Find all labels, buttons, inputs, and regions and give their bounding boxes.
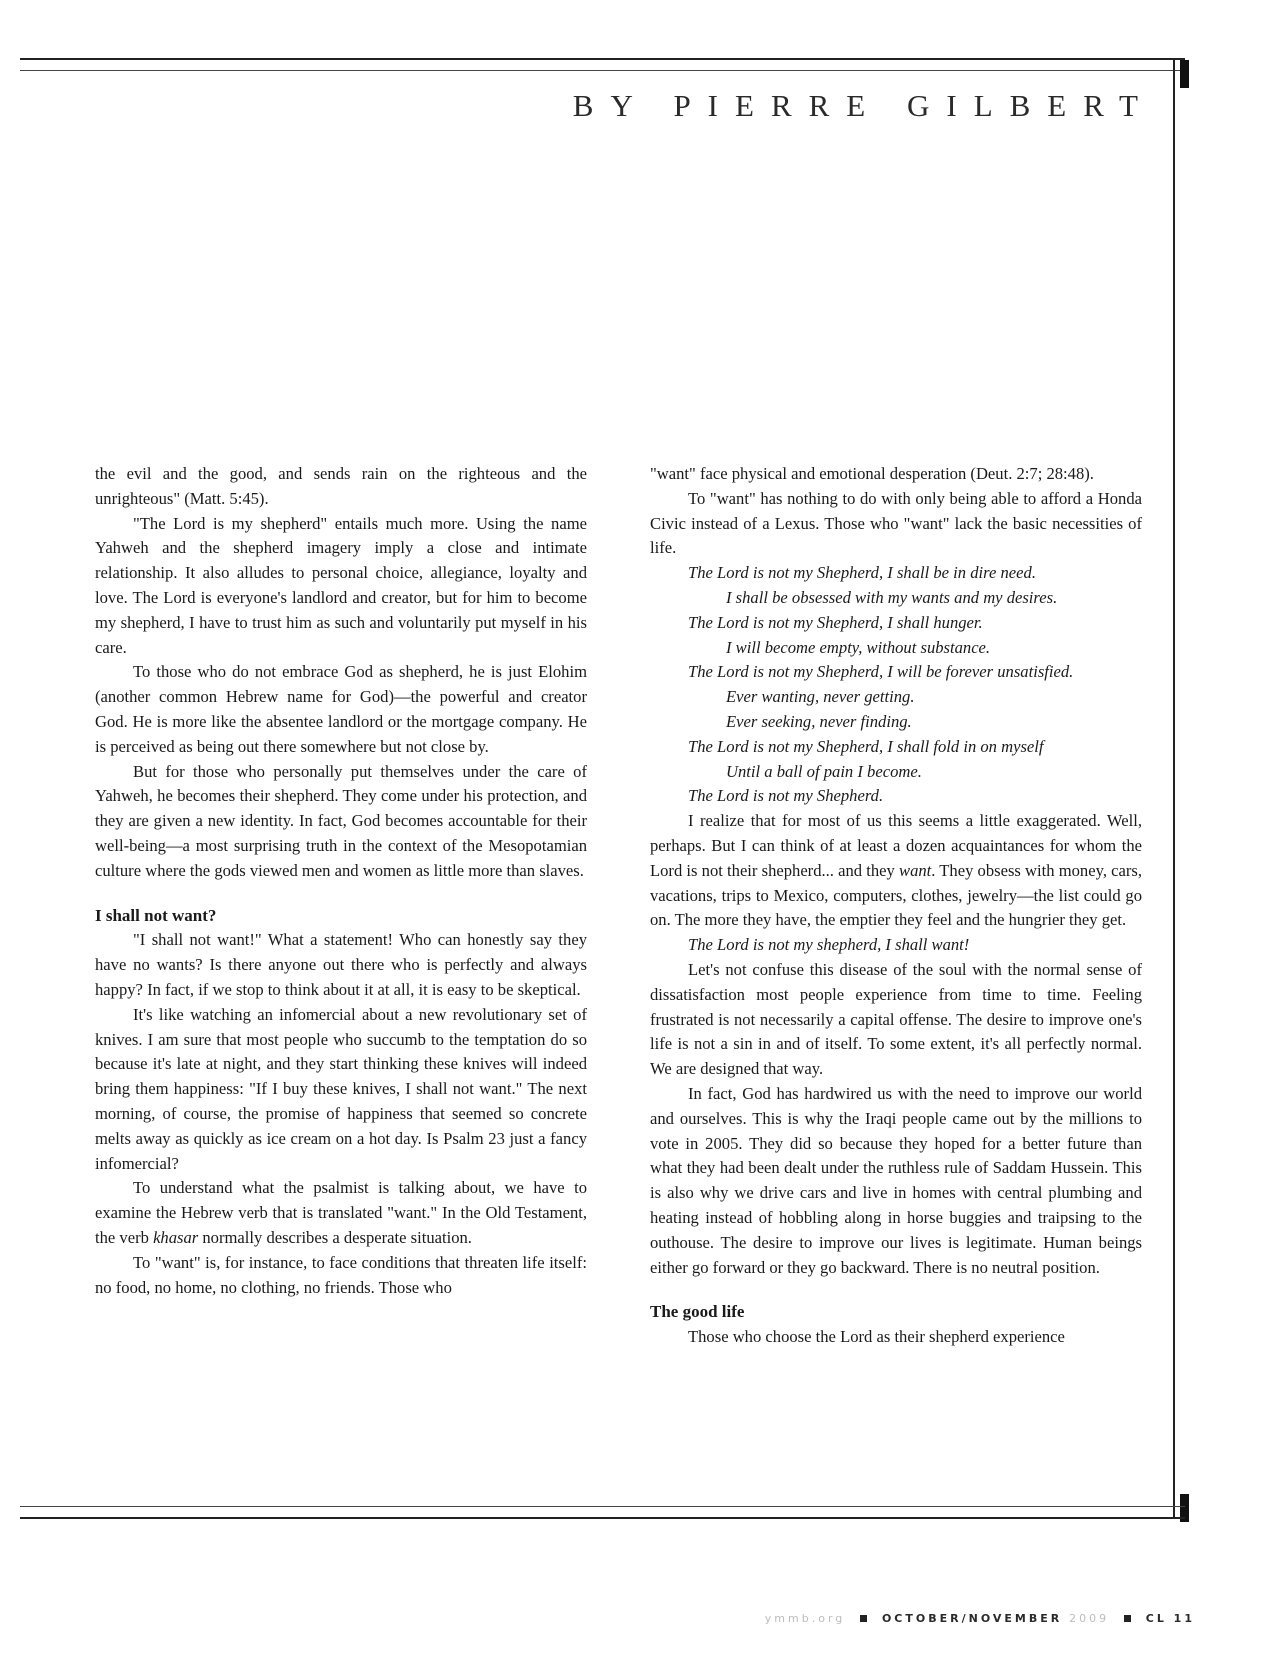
paragraph: "The Lord is my shepherd" entails much more. Using the name Yahweh and the shepherd imagery imply a close and intimate relationship. It also alludes to personal choice, allegiance, loyalty and love. The Lord is everyone's landlord and creator, but for him to become my shepherd, I have to trust him as such and voluntarily put myself in his care.: [95, 513, 587, 657]
poem-line: I shall be obsessed with my wants and my desires.: [726, 587, 1058, 607]
footer-page-number: CL 11: [1145, 1612, 1195, 1625]
right-frame-block-top: [1180, 60, 1189, 88]
paragraph: To "want" is, for instance, to face conditions that threaten life itself: no food, no home, no clothing, no friends. Those who: [95, 1252, 587, 1297]
paragraph-text: To understand what the psalmist is talking about, we have to examine the Hebrew verb that is translated "want." In the Old Testament, the verb: [95, 1178, 587, 1247]
top-rule-inner: [20, 70, 1185, 71]
right-column: [650, 462, 1142, 1350]
top-rule: [20, 58, 1185, 60]
right-frame-line: [1173, 58, 1175, 1518]
paragraph: [650, 809, 1142, 933]
hebrew-word: khasar: [153, 1227, 199, 1247]
poem-line: The Lord is not my Shepherd, I shall hunger.: [688, 612, 983, 632]
poem-line: Until a ball of pain I become.: [726, 761, 922, 781]
paragraph: "want" face physical and emotional desperation (Deut. 2:7; 28:48).: [650, 464, 1094, 483]
byline: BY PIERRE GILBERT: [572, 88, 1155, 123]
paragraph-text: I realize that for most of us this seems a little exaggerated. Well, perhaps. But I can think of at least a dozen acquaintances for whom the Lord is not their shepherd... and they: [650, 811, 1142, 880]
paragraph-text: . They obsess with money, cars, vacations, trips to Mexico, computers, clothes, jewelry—the list could go on. The more they have, the emptier they feel and the hungrier they get.: [650, 860, 1142, 930]
section-heading: The good life: [650, 1302, 745, 1322]
paragraph: "I shall not want!" What a statement! Who can honestly say they have no wants? Is there anyone out there who is perfectly and always happy? In fact, if we stop to think about it at all, it is easy to be skeptical.: [95, 930, 587, 999]
section-heading: I shall not want?: [95, 905, 217, 925]
poem-line: The Lord is not my shepherd, I shall want!: [688, 935, 970, 955]
page-footer: [765, 1612, 1195, 1625]
footer-issue: OCTOBER/NOVEMBER: [881, 1612, 1063, 1625]
paragraph: It's like watching an infomercial about a new revolutionary set of knives. I am sure that most people who succumb to the temptation do so because it's late at night, and they start thinking these knives will indeed bring them happiness: "If I buy these knives, I shall not want." The next morning, of course, the promise of happiness that seemed so concrete melts away as quickly as ice cream on a hot day. Is Psalm 23 just a fancy infomercial?: [95, 1004, 587, 1173]
poem-line: The Lord is not my Shepherd, I shall be in dire need.: [688, 563, 1036, 583]
paragraph: But for those who personally put themselves under the care of Yahweh, he becomes their shepherd. They come under his protection, and they are given a new identity. In fact, God becomes accountable for their well-being—a most surprising truth in the context of the Mesopotamian culture where the gods viewed men and women as little more than slaves.: [95, 761, 587, 880]
bottom-rule-inner: [20, 1506, 1185, 1507]
poem-line: The Lord is not my Shepherd.: [688, 786, 884, 806]
paragraph-text: normally describes a desperate situation.: [198, 1227, 472, 1247]
paragraph: Those who choose the Lord as their shepherd experience: [688, 1327, 1065, 1347]
square-bullet-icon: [860, 1615, 867, 1622]
poem-line: The Lord is not my Shepherd, I will be forever unsatisfied.: [688, 662, 1074, 682]
left-column: [95, 462, 587, 1300]
square-bullet-icon: [1124, 1615, 1131, 1622]
paragraph: Let's not confuse this disease of the soul with the normal sense of dissatisfaction most people experience from time to time. Feeling frustrated is not necessarily a capital offense. The desire to improve one's life is not a sin in and of itself. To some extent, it's all perfectly normal. We are designed that way.: [650, 959, 1142, 1079]
footer-year: 2009: [1069, 1612, 1110, 1625]
poem-line: The Lord is not my Shepherd, I shall fold in on myself: [688, 736, 1044, 756]
paragraph: To "want" has nothing to do with only being able to afford a Honda Civic instead of a Lexus. Those who "want" lack the basic necessities of life.: [650, 488, 1142, 558]
paragraph: In fact, God has hardwired us with the need to improve our world and ourselves. This is why the Iraqi people came out by the millions to vote in 2005. They did so because they hoped for a better future than what they had been dealt under the ruthless rule of Saddam Hussein. This is also why we drive cars and live in homes with central plumbing and heating instead of hobbling along in horse buggies and traipsing to the outhouse. The desire to improve our lives is legitimate. Human beings either go forward or they go backward. There is no neutral position.: [650, 1083, 1142, 1277]
paragraph: To those who do not embrace God as shepherd, he is just Elohim (another common Hebrew name for God)—the powerful and creator God. He is more like the absentee landlord or the mortgage company. He is perceived as being out there somewhere but not close by.: [95, 662, 587, 756]
poem-line: I will become empty, without substance.: [726, 637, 991, 657]
poem-line: Ever wanting, never getting.: [726, 687, 915, 707]
poem-line: Ever seeking, never finding.: [726, 711, 912, 731]
paragraph: [95, 1176, 587, 1250]
paragraph: the evil and the good, and sends rain on the righteous and the unrighteous" (Matt. 5:45).: [95, 464, 587, 508]
emphasis-word: want: [899, 860, 932, 880]
bottom-rule: [20, 1517, 1185, 1519]
footer-site: ymmb.org: [764, 1612, 846, 1625]
